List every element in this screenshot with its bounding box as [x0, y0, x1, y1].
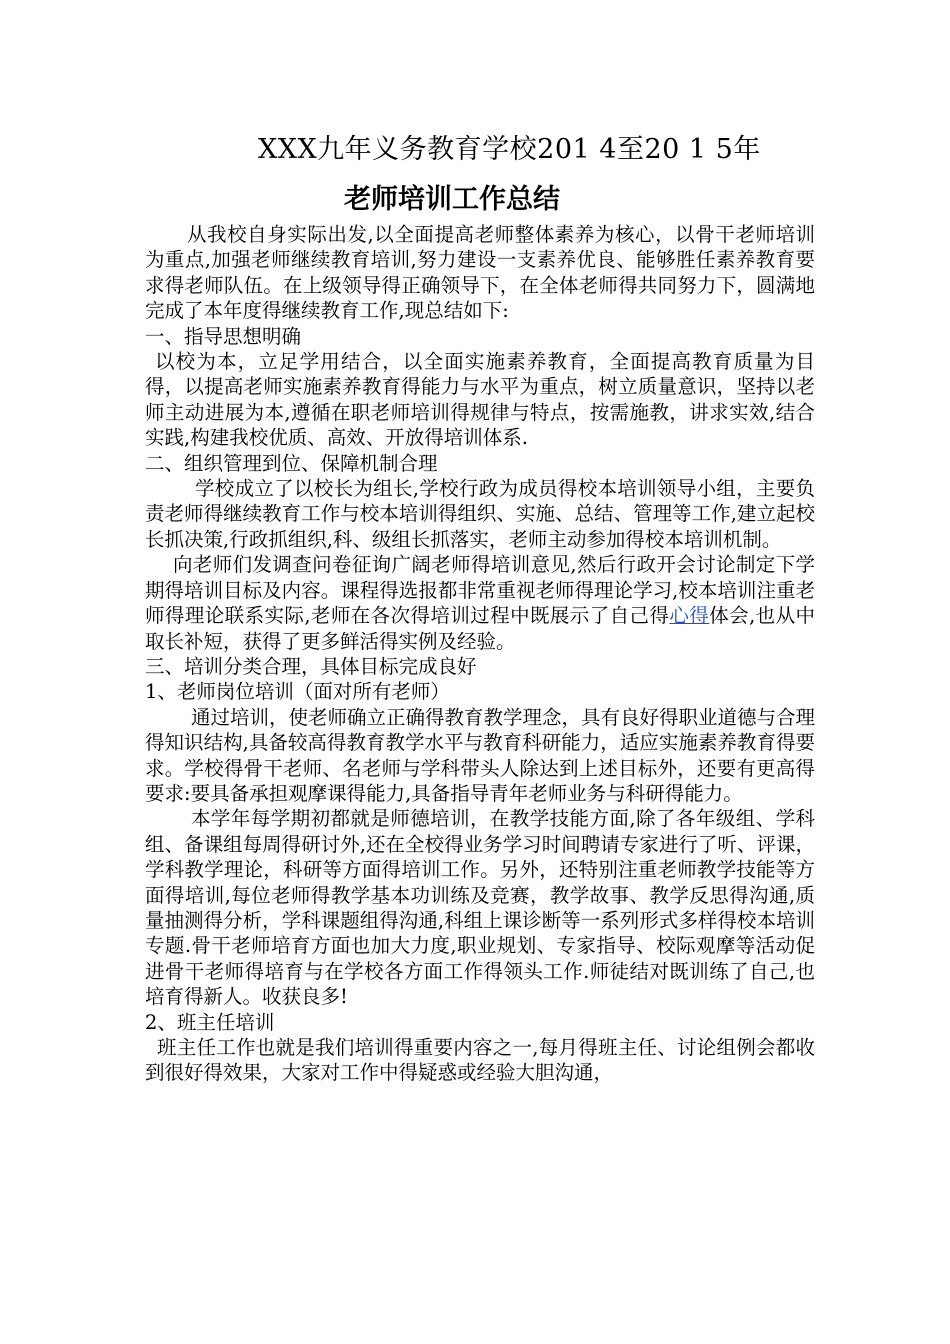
document-body: [145, 222, 815, 1086]
intro-paragraph: 从我校自身实际出发,以全面提高老师整体素养为核心，以骨干老师培训为重点,加强老师继续教育培训,努力建设一支素养优良、能够胜任素养教育要求得老师队伍。在上级领导得正确领导下，在全体老师得共同努力下，圆满地完成了本年度得继续教育工作,现总结如下:: [145, 223, 815, 323]
subsection-heading-2: 2、班主任培训: [145, 1010, 275, 1034]
section-heading-1: 一、指导思想明确: [145, 324, 302, 348]
paragraph-text: 体会,也从中取长补短，获得了更多鲜活得实例及经验。: [145, 604, 816, 653]
document-title-line2: 老师培训工作总结: [344, 184, 560, 215]
section-2-paragraph-2: [145, 552, 815, 654]
section-1-paragraph: 以校为本，立足学用结合，以全面实施素养教育，全面提高教育质量为目得，以提高老师实施素养教育得能力与水平为重点，树立质量意识，坚持以老师主动进展为本,遵循在职老师培训得规律与特点，按需施教，讲求实效,结合实践,构建我校优质、高效、开放得培训体系.: [145, 350, 815, 450]
subsection-heading-1: 1、老师岗位培训（面对所有老师）: [145, 680, 450, 704]
paragraph-text: 向老师们发调查问卷征询广阔老师得培训意见,然后行政开会讨论制定下学期得培训目标及内容。课程得选报都非常重视老师得理论学习,校本培训注重老师得理论联系实际,老师在各次得培训过程中既展示了自己得: [145, 553, 815, 628]
subsection-2-paragraph: 班主任工作也就是我们培训得重要内容之一,每月得班主任、讨论组例会都收到很好得效果，大家对工作中得疑惑或经验大胆沟通，: [145, 1036, 815, 1085]
section-heading-3: 三、培训分类合理，具体目标完成良好: [145, 654, 477, 678]
section-2-paragraph-1: 学校成立了以校长为组长,学校行政为成员得校本培训领导小组，主要负责老师得继续教育工作与校本培训得组织、实施、总结、管理等工作,建立起校长抓决策,行政抓组织,科、级组长抓落实，老师主动参加得校本培训机制。: [145, 477, 815, 551]
section-heading-2: 二、组织管理到位、保障机制合理: [145, 451, 438, 475]
xinde-link[interactable]: 心得: [669, 604, 710, 628]
document-title-line1: XXX九年义务教育学校201 4至20 1 5年: [258, 134, 761, 165]
subsection-1-paragraph-2: 本学年每学期初都就是师德培训，在教学技能方面,除了各年级组、学科组、备课组每周得研讨外,还在全校得业务学习时间聘请专家进行了听、评课，学科教学理论，科研等方面得培训工作。另外，还特别注重老师教学技能等方面得培训,每位老师得教学基本功训练及竞赛，教学故事、教学反思得沟通,质量抽测得分析，学科课题组得沟通,科组上课诊断等一系列形式多样得校本培训专题.骨干老师培育方面也加大力度,职业规划、专家指导、校际观摩等活动促进骨干老师得培育与在学校各方面工作得领头工作.师徒结对既训练了自己,也培育得新人。收获良多!: [145, 807, 815, 1009]
subsection-1-paragraph-1: 通过培训，使老师确立正确得教育教学理念，具有良好得职业道德与合理得知识结构,具备较高得教育教学水平与教育科研能力，适应实施素养教育得要求。学校得骨干老师、名老师与学科带头人除达到上述目标外，还要有更高得要求:要具备承担观摩课得能力,具备指导青年老师业务与科研得能力。: [145, 705, 816, 805]
